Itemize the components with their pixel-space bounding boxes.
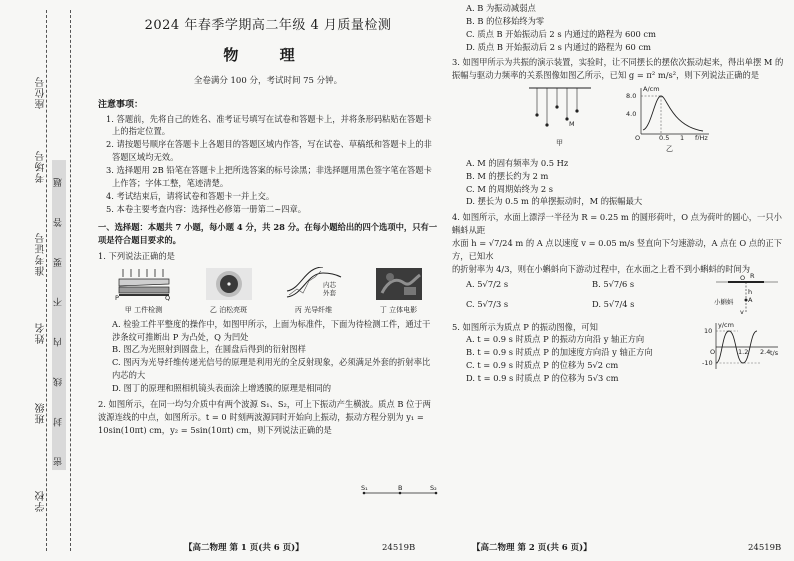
- figure-3d-movie: [374, 267, 424, 316]
- graph-t2: 2.4: [760, 348, 771, 357]
- question-2-option-b: B. B 的位移始终为零: [466, 15, 545, 26]
- figure-workpiece-test: [113, 267, 175, 316]
- question-1-figures: [98, 267, 438, 316]
- question-4-option-a: A. 5√7/2 s: [466, 278, 509, 289]
- graph-x-label: t/s: [770, 349, 779, 358]
- name-label: 姓名: [36, 322, 47, 344]
- question-5-option-d: D. t = 0.9 s 时质点 P 的位移为 5√3 cm: [466, 373, 619, 384]
- label-s2: S₂: [430, 485, 437, 492]
- label-h: h: [748, 287, 753, 296]
- exam-title: 2024 年春季学期高二年级 4 月质量检测: [144, 18, 392, 33]
- lotus-leaf-diagram: [714, 270, 780, 316]
- note-item: 2. 请按题号顺序在答题卡上各题目的答题区域内作答，写在试卷、草稿纸和答题卡上的非答题区域均无效。: [106, 139, 432, 163]
- question-1-option-a: A. 检验工件平整度的操作中，如图甲所示，上面为标准件，下面为待检测工件，通过干涉条纹可推断出 P 为凸处，Q 为凹处: [112, 318, 431, 342]
- graph-y-label: y/cm: [718, 321, 734, 330]
- figure-caption-a: 甲: [556, 139, 563, 147]
- figure-caption: 丙 光导纤维: [294, 305, 333, 314]
- exam-no-label: 考场号: [36, 150, 47, 183]
- footer-code-2: 24519B: [748, 542, 782, 553]
- note-item: 1. 答题前，先将自己的姓名、准考证号填写在试卷和答题卡上，并将条形码粘贴在答题卡上的指定位置。: [106, 113, 432, 137]
- footer-page-1: 【高二物理 第 1 页(共 6 页)】: [184, 542, 304, 553]
- label-v: v: [740, 307, 744, 316]
- tick-y-8: 8.0: [625, 92, 636, 101]
- origin-label: O: [634, 134, 640, 141]
- question-3-option-a: A. M 的固有频率为 0.5 Hz: [466, 157, 569, 168]
- question-4-options: [452, 271, 787, 318]
- question-2-option-d: D. 质点 B 开始振动后 2 s 内通过的路程为 60 cm: [466, 41, 651, 52]
- label-m: M: [568, 120, 575, 129]
- vibration-graph: [702, 321, 782, 373]
- question-1-option-d: D. 图丁的原理和照相机镜头表面涂上增透膜的原理是相同的: [112, 382, 332, 393]
- figure-caption-b: 乙: [666, 145, 673, 153]
- question-4-option-d: D. 5√7/4 s: [592, 298, 635, 309]
- label-p: P: [114, 293, 119, 301]
- question-2-option-a: A. B 为振动减弱点: [466, 3, 536, 13]
- question-3-option-c: C. M 的周期始终为 2 s: [466, 183, 554, 194]
- question-3-option-b: B. M 的摆长约为 2 m: [466, 170, 549, 181]
- label-outer-cladding: 外套: [322, 288, 336, 297]
- label-tadpole: 小蝌蚪: [714, 297, 734, 306]
- axis-y-label: A/cm: [642, 85, 660, 94]
- graph-origin: O: [710, 348, 716, 357]
- resonance-curve-graph: [625, 84, 715, 140]
- ticket-label: 准考证号: [36, 232, 47, 276]
- figure-resonance-curve: [625, 84, 715, 155]
- note-item: 5. 本卷主要考查内容：选择性必修第一册第二~四章。: [106, 203, 307, 214]
- figure-caption: 乙 泊松亮斑: [209, 305, 248, 314]
- figure-caption: 甲 工件检测: [124, 305, 163, 314]
- left-column: [98, 0, 438, 561]
- question-5-option-b: B. t = 0.9 s 时质点 P 的加速度方向沿 y 轴正方向: [466, 347, 653, 358]
- tick-y-4: 4.0: [625, 110, 636, 119]
- question-5-option-c: C. t = 0.9 s 时质点 P 的位移为 5√2 cm: [466, 360, 619, 371]
- right-column: [452, 0, 787, 561]
- figure-caption: 丁 立体电影: [379, 305, 418, 314]
- label-o: O: [740, 273, 746, 282]
- label-b: B: [398, 485, 403, 492]
- tick-x-1: 1: [679, 134, 684, 141]
- seat-label: 座位号: [36, 76, 47, 109]
- class-label: 班级: [36, 402, 47, 424]
- question-5-stem: 5. 如图所示为质点 P 的振动图像，可知: [452, 321, 598, 332]
- question-4-option-c: C. 5√7/3 s: [466, 298, 509, 309]
- figure-poisson-spot: [204, 267, 254, 316]
- question-4-stem-3: 的折射率为 4/3，则在小蝌蚪向下游动过程中，在水面之上看不到小蝌蚪的时间为: [452, 263, 751, 274]
- notes-heading: 注意事项：: [98, 99, 144, 110]
- tick-x-05: 0.5: [658, 134, 669, 141]
- axis-x-label: f/Hz: [694, 134, 708, 141]
- footer-page-2: 【高二物理 第 2 页(共 6 页)】: [472, 542, 592, 553]
- label-s1: S₁: [361, 485, 368, 492]
- section-heading: 一、选择题：本题共 7 小题，每小题 4 分，共 28 分。在每小题给出的四个选项中，只有一项是符合题目要求的。: [98, 222, 438, 246]
- question-1-stem: 1. 下列说法正确的是: [98, 251, 175, 262]
- question-4-stem-2: 水面 h = √7/24 m 的 A 点以速度 v = 0.05 m/s 竖直向下匀速游动，A 点在 O 点的正下方，已知水: [452, 238, 782, 261]
- seal-text: 密 封 线 内 不 要 答 题: [52, 160, 66, 470]
- subject-title: 物 理: [223, 46, 313, 65]
- poisson-spot-image: [204, 267, 254, 301]
- 3d-movie-image: [374, 267, 424, 301]
- school-label: 学校: [36, 490, 47, 512]
- optical-fiber-diagram: [283, 267, 345, 301]
- question-1-option-b: B. 图乙为光照射到圆盘上，在圆盘后得到的衍射图样: [112, 344, 306, 355]
- score-line: 全卷满分 100 分，考试时间 75 分钟。: [193, 76, 343, 87]
- label-a: A: [748, 295, 753, 304]
- question-2-stem: 2. 如图所示，在同一均匀介质中有两个波源 S₁、S₂，可上下振动产生横波。质点 B 位于两波源连线的中点，如图所示。t = 0 时刻两波源同时开始向上振动，振动方程分别为 y₁ = 10sin(10πt) cm，y₂ = 5sin(10πt) cm，则下列说法正确的是: [98, 398, 431, 435]
- pendulum-apparatus: [525, 84, 595, 134]
- question-3-option-d: D. 摆长为 0.5 m 的单摆振动时，M 的振幅最大: [466, 196, 643, 207]
- label-inner-core: 内芯: [322, 280, 336, 289]
- binding-strip: [0, 0, 92, 561]
- question-4-option-b: B. 5√7/6 s: [592, 278, 635, 289]
- workpiece-diagram: [113, 267, 175, 301]
- footer-code-1: 24519B: [382, 542, 416, 553]
- question-3-stem: 3. 如图甲所示为共振的演示装置，实验时，让不同摆长的摆依次振动起来，得出单摆 M 的振幅与驱动力频率的关系图像如图乙所示，已知 g = π² m/s²，则下列说法正确的是: [452, 57, 784, 81]
- question-4-stem-1: 4. 如图所示，水面上漂浮一半径为 R = 0.25 m 的圆形荷叶，O 点为荷叶的圆心，一只小蝌蚪从距: [452, 212, 782, 236]
- question-2-source-diagram: [360, 485, 440, 499]
- note-item: 3. 选择题用 2B 铅笔在答题卡上把所选答案的标号涂黑；非选择题用黑色签字笔在答题卡上作答；字体工整，笔迹清楚。: [106, 164, 432, 188]
- figure-optical-fiber: [283, 267, 345, 316]
- question-3-figures: [452, 84, 787, 155]
- note-item: 4. 考试结束后，请将试卷和答题卡一并上交。: [106, 190, 275, 201]
- question-5-option-a: A. t = 0.9 s 时质点 P 的振动方向沿 y 轴正方向: [466, 334, 645, 345]
- graph-y-min: -10: [702, 359, 713, 368]
- graph-t1: 1.2: [738, 348, 749, 357]
- graph-y-max: 10: [704, 327, 713, 336]
- figure-pendulums: [525, 84, 595, 155]
- question-2-option-c: C. 质点 B 开始振动后 2 s 内通过的路程为 600 cm: [466, 28, 656, 39]
- binding-line: [70, 10, 71, 551]
- label-r: R: [750, 271, 755, 280]
- label-q: Q: [164, 293, 170, 301]
- question-1-option-c: C. 图丙为光导纤维传递光信号的原理是利用光的全反射现象，必须满足外套的折射率比内芯的大: [112, 357, 431, 381]
